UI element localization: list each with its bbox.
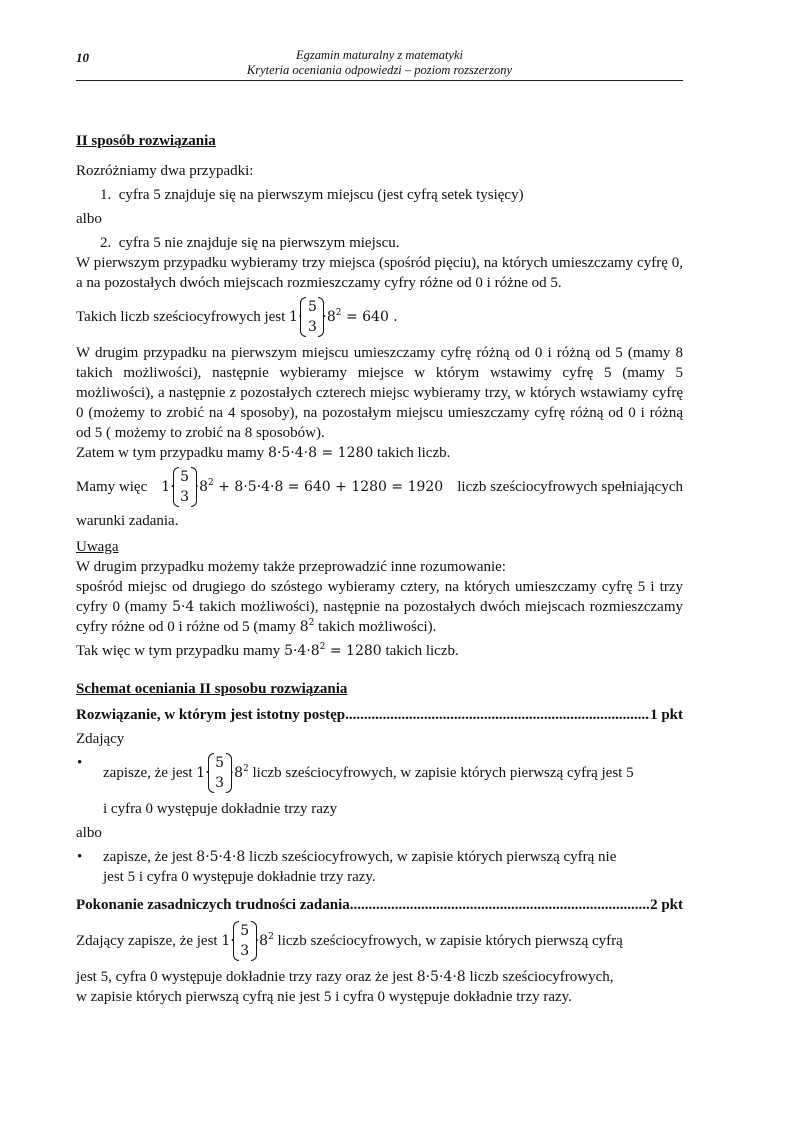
remark-conclusion [76, 641, 683, 661]
binom-top: 5 [307, 299, 317, 315]
scoring-level-2 [76, 895, 683, 915]
second-case-count-prefix: Zatem w tym przypadku mamy [76, 445, 265, 461]
page [76, 44, 683, 1007]
case-1: 1. cyfra 5 znajduje się na pierwszym miejscu (jest cyfrą setek tysięcy) [100, 187, 524, 203]
criterion-1-prefix: zapisze, że jest [103, 765, 193, 781]
formula-part [195, 477, 444, 497]
level-2-line-2 [76, 967, 683, 987]
dot-leader [350, 895, 650, 915]
exponent: 2 [243, 764, 249, 774]
paragraph-second-case: W drugim przypadku na pierwszym miejscu umieszczamy cyfrę różną od 0 i różną od 5 (mamy 8 takich możliwości), następnie wybieramy miejsce w którym wstawimy cyfrę 5 (mamy 5 możliwości), a następnie z pozostałych czterech miejsc wybieramy trzy, w których wstawiamy cyfrę 0 (możemy to zrobić na 4 sposoby), na pozostałym miejscu umieszczamy cyfrę różną od 0 i różną od 5 ( możemy to zrobić na 8 sposobów). [76, 345, 683, 441]
formula-part: 1· [289, 309, 303, 325]
formula-part [255, 931, 274, 951]
binom-top: 5 [240, 923, 250, 939]
count-first-case-text: Takich liczb sześciocyfrowych jest [76, 309, 286, 325]
exponent: 2 [208, 478, 214, 488]
level-2-line-1 [76, 921, 683, 961]
binom-top: 5 [180, 469, 190, 485]
level-2-line-2-prefix: jest 5, cyfra 0 występuje dokładnie trzy razy oraz że jest [76, 969, 413, 985]
criterion-bullet-1 [76, 753, 683, 819]
formula-part [230, 763, 249, 783]
remark-conclusion-prefix: Tak więc w tym przypadku mamy [76, 643, 281, 659]
count-first-case [76, 297, 683, 337]
scoring-level-2-label: Pokonanie zasadniczych trudności zadania [76, 897, 350, 913]
formula-base: ·8 [322, 309, 336, 325]
formula-base: 8 [299, 619, 309, 635]
bullet-icon: • [77, 755, 83, 771]
total-prefix: Mamy więc [76, 479, 148, 495]
criterion-2-line [103, 847, 683, 867]
scoring-level-1-points: 1 pkt [650, 707, 683, 723]
second-case-count-suffix: takich liczb. [377, 445, 451, 461]
formula-part: 1· [196, 765, 210, 781]
intro-text: Rozróżniamy dwa przypadki: [76, 163, 254, 179]
total-suffix: liczb sześciocyfrowych spełniających [457, 479, 683, 495]
formula-part: 1· [161, 479, 175, 495]
level-2-line-2-formula: 8·5·4·8 [416, 969, 466, 985]
exponent: 2 [268, 932, 274, 942]
formula-part [322, 307, 397, 327]
remark-formula-2 [300, 619, 315, 635]
total-end: warunki zadania. [76, 513, 179, 529]
exponent: 2 [308, 618, 315, 628]
formula-result: = 640 . [341, 309, 398, 325]
binomial-coefficient [304, 297, 320, 337]
page-number: 10 [76, 50, 89, 65]
remark-text-3: takich możliwości). [318, 619, 437, 635]
dot-leader [345, 705, 650, 725]
binom-bottom: 3 [215, 775, 225, 791]
bullet-icon: • [77, 849, 83, 865]
binom-bottom: 3 [180, 489, 190, 505]
remark-conclusion-formula [284, 643, 382, 659]
formula-rest: + 8·5·4·8 = 640 + 1280 = 1920 [213, 479, 444, 495]
binomial-coefficient [212, 753, 228, 793]
criterion-bullet-2 [76, 847, 683, 887]
level-2-line-3: w zapisie których pierwszą cyfrą nie jest 5 i cyfra 0 występuje dokładnie trzy razy. [76, 989, 572, 1005]
formula-base: ·8 [254, 933, 269, 949]
binom-top: 5 [215, 755, 225, 771]
criterion-2-cont: jest 5 i cyfra 0 występuje dokładnie trzy razy. [103, 869, 376, 885]
scoring-level-2-points: 2 pkt [650, 897, 683, 913]
remark-text-2: takich możliwości), następnie na pozostałych dwóch miejscach rozmieszczamy cyfry różne od 0 i różne od 5 (mamy [76, 599, 684, 635]
binomial-coefficient [177, 467, 193, 507]
level-2-line-2-suffix: liczb sześciocyfrowych, [469, 969, 614, 985]
second-case-formula: 8·5·4·8 = 1280 [268, 445, 374, 461]
page-header [76, 44, 683, 81]
case-2: 2. cyfra 5 nie znajduje się na pierwszym miejscu. [100, 235, 400, 251]
remark-paragraph [76, 577, 683, 637]
formula-base: ·8 [229, 765, 243, 781]
remark-text-1: spośród miejsc od drugiego do szóstego wybieramy cztery, na których umieszczamy cyfrę 5 i trzy cyfry 0 (mamy [76, 579, 683, 615]
level-2-suffix: liczb sześciocyfrowych, w zapisie których pierwszą cyfrą [277, 933, 623, 949]
total-formula [161, 467, 443, 507]
criterion-2-suffix: liczb sześciocyfrowych, w zapisie których pierwszą cyfrą nie [249, 849, 617, 865]
remark-title: Uwaga [76, 539, 119, 555]
binom-bottom: 3 [240, 943, 250, 959]
or-connector-2: albo [76, 825, 102, 841]
formula-base: ·8 [194, 479, 208, 495]
remark-conclusion-suffix: takich liczb. [385, 643, 459, 659]
remark-formula-1: 5·4 [172, 599, 195, 615]
criterion-1-cont: i cyfra 0 występuje dokładnie trzy razy [103, 801, 338, 817]
formula-base: 5·4·8 [284, 643, 320, 659]
criterion-2-prefix: zapisze, że jest [103, 849, 193, 865]
criterion-2-formula: 8·5·4·8 [196, 849, 246, 865]
total-count-line [76, 467, 683, 507]
criterion-1-suffix: liczb sześciocyfrowych, w zapisie których pierwszą cyfrą jest 5 [252, 765, 634, 781]
level-2-prefix: Zdający zapisze, że jest [76, 933, 218, 949]
second-case-count [76, 443, 683, 463]
criterion-1-line [103, 753, 683, 793]
scoring-level-1 [76, 705, 683, 725]
formula-part: 1· [221, 933, 235, 949]
paragraph-first-case: W pierwszym przypadku wybieramy trzy miejsca (spośród pięciu), na których umieszczamy cyfrę 0, a na pozostałych dwóch miejscach rozmieszczamy cyfry różne od 0 i różne od 5. [76, 255, 683, 291]
header-subtitle: Kryteria oceniania odpowiedzi – poziom rozszerzony [246, 63, 513, 77]
binom-bottom: 3 [307, 319, 317, 335]
scoring-level-1-label: Rozwiązanie, w którym jest istotny postęp [76, 707, 346, 723]
exponent: 2 [335, 308, 342, 318]
binomial-coefficient [237, 921, 253, 961]
section-title: II sposób rozwiązania [76, 133, 216, 149]
header-exam-title: Egzamin maturalny z matematyki [296, 48, 463, 62]
scheme-title: Schemat oceniania II sposobu rozwiązania [76, 681, 348, 697]
level-1-intro: Zdający [76, 731, 125, 747]
remark-line-1: W drugim przypadku możemy także przeprowadzić inne rozumowanie: [76, 559, 506, 575]
exponent: 2 [319, 642, 326, 652]
formula-result: = 1280 [325, 643, 382, 659]
or-connector-1: albo [76, 211, 102, 227]
